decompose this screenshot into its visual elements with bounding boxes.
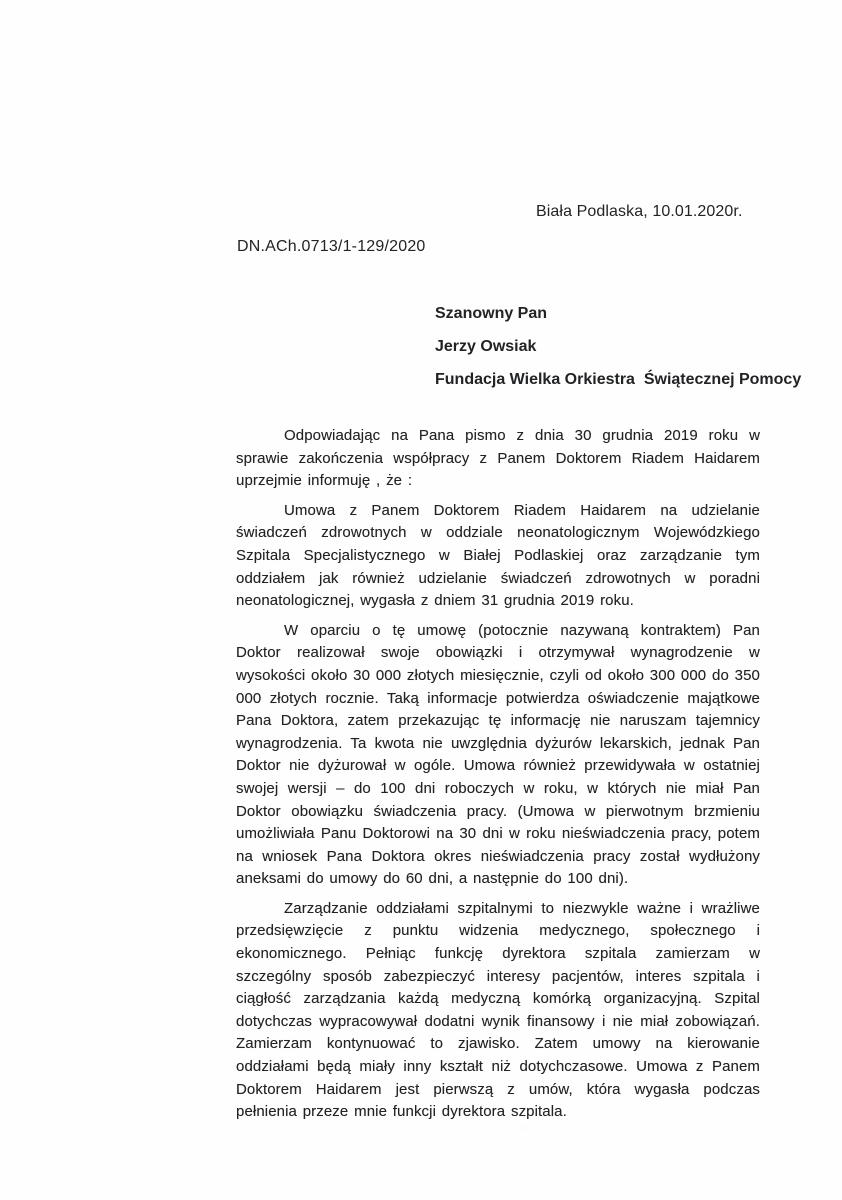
body-paragraph-4: Zarządzanie oddziałami szpitalnymi to niezwykle ważne i wrażliwe przedsięwzięcie z punktu widzenia medycznego, społecznego i ekonomicznego. Pełniąc funkcję dyrektora szpitala zamierzam w szczególny sposób zabezpieczyć interesy pacjentów, interes szpitala i ciągłość zarządzania każdą medyczną komórką organizacyjną. Szpital dotychczas wypracowywał dodatni wynik finansowy i nie miał zobowiązań. Zamierzam kontynuować to zjawisko. Zatem umowy na kierowanie oddziałami będą miały inny kształt niż dotychczasowe. Umowa z Panem Doktorem Haidarem jest pierwszą z umów, która wygasła podczas pełnienia przeze mnie funkcji dyrektora szpitala.: [236, 899, 760, 1121]
recipient-salutation: Szanowny Pan: [435, 305, 548, 322]
letter-body: [236, 425, 760, 1131]
recipient-block: [435, 304, 801, 403]
body-paragraph-1: Odpowiadając na Pana pismo z dnia 30 grudnia 2019 roku w sprawie zakończenia współpracy z Panem Doktorem Riadem Haidarem uprzejmie informuję , że :: [236, 427, 760, 490]
body-paragraph-2: Umowa z Panem Doktorem Riadem Haidarem na udzielanie świadczeń zdrowotnych w oddziale neonatologicznym Wojewódzkiego Szpitala Specjalistycznego w Białej Podlaskiej oraz zarządzanie tym oddziałem jak również udzielanie świadczeń zdrowotnych w poradni neonatologicznej, wygasła z dniem 31 grudnia 2019 roku.: [236, 501, 760, 610]
reference-number: DN.ACh.0713/1-129/2020: [237, 238, 426, 255]
body-paragraph-3: W oparciu o tę umowę (potocznie nazywaną kontraktem) Pan Doktor realizował swoje obowiązki i otrzymywał wynagrodzenie w wysokości około 30 000 złotych miesięcznie, czyli od około 300 000 do 350 000 złotych rocznie. Taką informacje potwierdza oświadczenie majątkowe Pana Doktora, zatem przekazując tę informację nie naruszam tajemnicy wynagrodzenia. Ta kwota nie uwzględnia dyżurów lekarskich, jednak Pan Doktor nie dyżurował w ogóle. Umowa również przewidywała w ostatniej swojej wersji – do 100 dni roboczych w roku, w których nie miał Pan Doktor obowiązku świadczenia pracy. (Umowa w pierwotnym brzmieniu umożliwiała Panu Doktorowi na 30 dni w roku nieświadczenia pracy, potem na wniosek Pana Doktora okres nieświadczenia pracy został wydłużony aneksami do umowy do 60 dni, a następnie do 100 dni).: [236, 621, 760, 888]
recipient-name: Jerzy Owsiak: [435, 338, 537, 355]
recipient-organization: Fundacja Wielka Orkiestra Świątecznej Pomocy: [435, 371, 802, 388]
date-line: Biała Podlaska, 10.01.2020r.: [536, 203, 743, 220]
